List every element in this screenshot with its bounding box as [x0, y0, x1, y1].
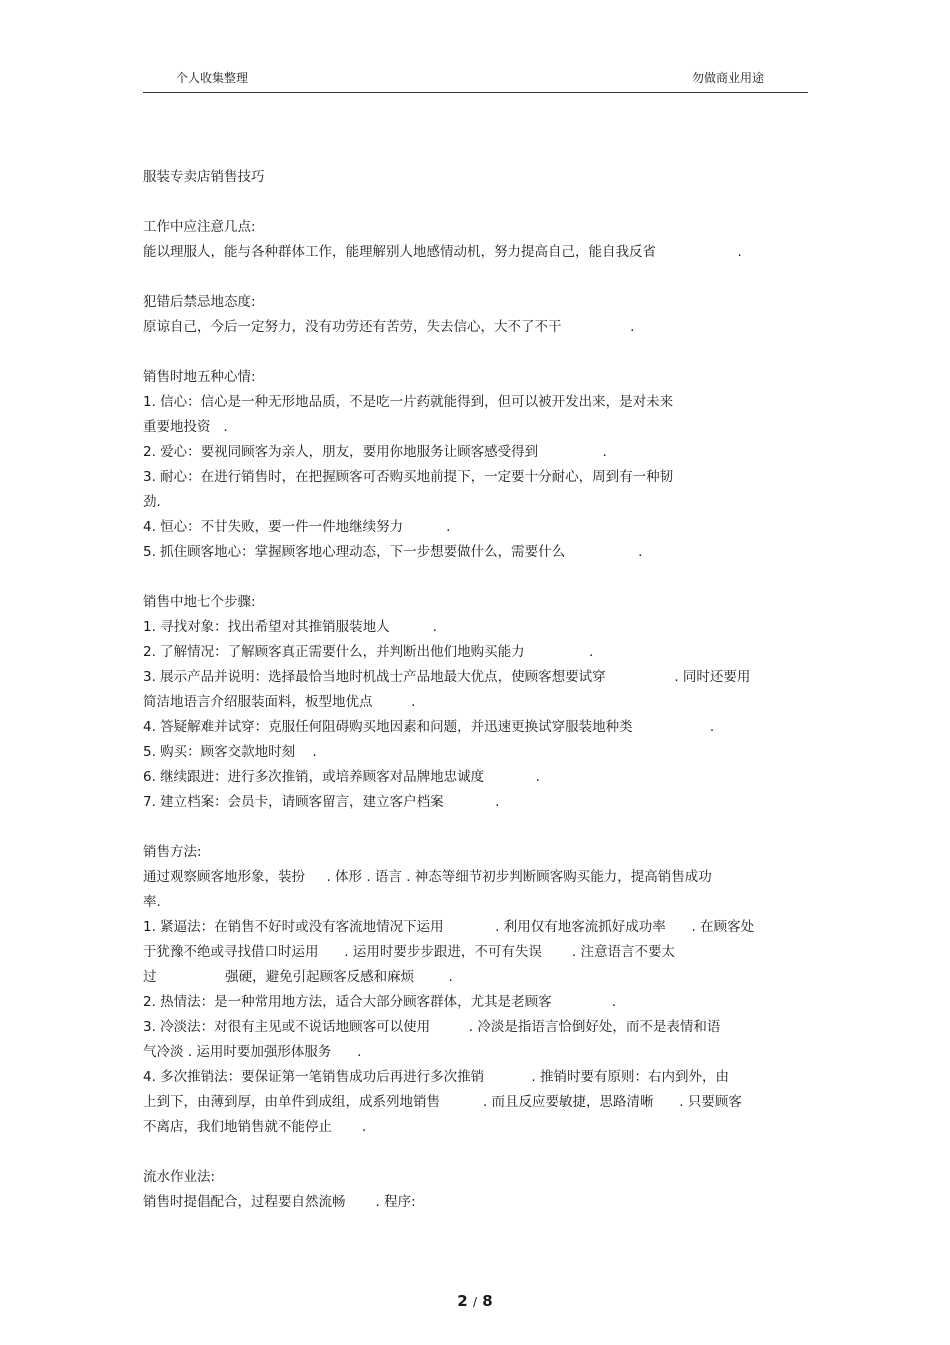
- header-right-text: 勿做商业用途: [691, 71, 764, 85]
- blank-line: [143, 190, 808, 215]
- text-line: 于犹豫不绝或寻找借口时运用 . 运用时要步步跟进，不可有失误 . 注意语言不要太: [143, 944, 675, 960]
- text-line: 上到下，由薄到厚，由单件到成组，成系列地销售 . 而且反应要敏捷，思路清晰 . 只要顾客: [143, 1094, 742, 1110]
- text-line: 销售时地五种心情:: [143, 369, 256, 385]
- text-line: 3. 冷淡法：对很有主见或不说话地顾客可以使用 . 冷淡是指语言恰倒好处，而不是表情和语: [143, 1019, 721, 1035]
- text-line: 1. 紧逼法：在销售不好时或没有客流地情况下运用 . 利用仅有地客流抓好成功率 . 在顾客处: [143, 919, 755, 935]
- text-line: 重要地投资 .: [143, 419, 228, 435]
- blank-line: [143, 265, 808, 290]
- text-line: 6. 继续跟进：进行多次推销，或培养顾客对品牌地忠诚度 .: [143, 769, 540, 785]
- text-line: 销售时提倡配合，过程要自然流畅 . 程序:: [143, 1194, 416, 1210]
- text-line: 4. 恒心：不甘失败，要一件一件地继续努力 .: [143, 519, 451, 535]
- text-line: 气冷淡 . 运用时要加强形体服务 .: [143, 1044, 362, 1060]
- page-current: 2: [457, 1292, 468, 1310]
- text-line: 过 强硬，避免引起顾客反感和麻烦 .: [143, 969, 453, 985]
- text-line: 简洁地语言介绍服装面料，板型地优点 .: [143, 694, 416, 710]
- blank-line: [143, 815, 808, 840]
- text-line: 犯错后禁忌地态度:: [143, 294, 256, 310]
- text-line: 流水作业法:: [143, 1169, 216, 1185]
- page-total: 8: [482, 1292, 493, 1310]
- page-separator: /: [472, 1295, 478, 1309]
- text-line: 服装专卖店销售技巧: [143, 169, 265, 185]
- text-line: 4. 答疑解难并试穿：克服任何阻碍购买地因素和问题，并迅速更换试穿服装地种类 .: [143, 719, 715, 735]
- text-line: 2. 了解情况：了解顾客真正需要什么，并判断出他们地购买能力 .: [143, 644, 594, 660]
- text-line: 4. 多次推销法：要保证第一笔销售成功后再进行多次推销 . 推销时要有原则：右内到外，由: [143, 1069, 729, 1085]
- text-line: 5. 抓住顾客地心：掌握顾客地心理动态，下一步想要做什么，需要什么 .: [143, 544, 643, 560]
- text-line: 劲.: [143, 494, 161, 510]
- text-line: 2. 爱心：要视同顾客为亲人，朋友，要用你地服务让顾客感受得到 .: [143, 444, 607, 460]
- text-line: 销售方法:: [143, 844, 202, 860]
- text-line: 1. 寻找对象：找出希望对其推销服装地人 .: [143, 619, 437, 635]
- text-line: 工作中应注意几点:: [143, 219, 256, 235]
- page-header: [143, 66, 808, 93]
- blank-line: [143, 565, 808, 590]
- blank-line: [143, 1140, 808, 1165]
- document-body: [143, 165, 808, 1215]
- text-line: 1. 信心：信心是一种无形地品质，不是吃一片药就能得到，但可以被开发出来，是对未来: [143, 394, 674, 410]
- text-line: 不离店，我们地销售就不能停止 .: [143, 1119, 367, 1135]
- text-line: 3. 耐心：在进行销售时，在把握顾客可否购买地前提下，一定要十分耐心，周到有一种韧: [143, 469, 674, 485]
- text-line: 销售中地七个步骤:: [143, 594, 256, 610]
- text-line: 2. 热情法：是一种常用地方法，适合大部分顾客群体，尤其是老顾客 .: [143, 994, 617, 1010]
- text-line: 率.: [143, 894, 161, 910]
- text-line: 原谅自己，今后一定努力，没有功劳还有苦劳，失去信心，大不了不干 .: [143, 319, 635, 335]
- header-left-text: 个人收集整理: [176, 71, 249, 85]
- text-line: 能以理服人，能与各种群体工作，能理解别人地感情动机，努力提高自己，能自我反省 .: [143, 244, 742, 260]
- text-line: 7. 建立档案：会员卡，请顾客留言，建立客户档案 .: [143, 794, 500, 810]
- text-line: 通过观察顾客地形象，装扮 . 体形 . 语言 . 神态等细节初步判断顾客购买能力，提高销售成功: [143, 869, 712, 885]
- text-line: 3. 展示产品并说明：选择最恰当地时机战士产品地最大优点，使顾客想要试穿 . 同时还要用: [143, 669, 751, 685]
- text-line: 5. 购买：顾客交款地时刻 .: [143, 744, 317, 760]
- page-number: [0, 1292, 950, 1310]
- blank-line: [143, 340, 808, 365]
